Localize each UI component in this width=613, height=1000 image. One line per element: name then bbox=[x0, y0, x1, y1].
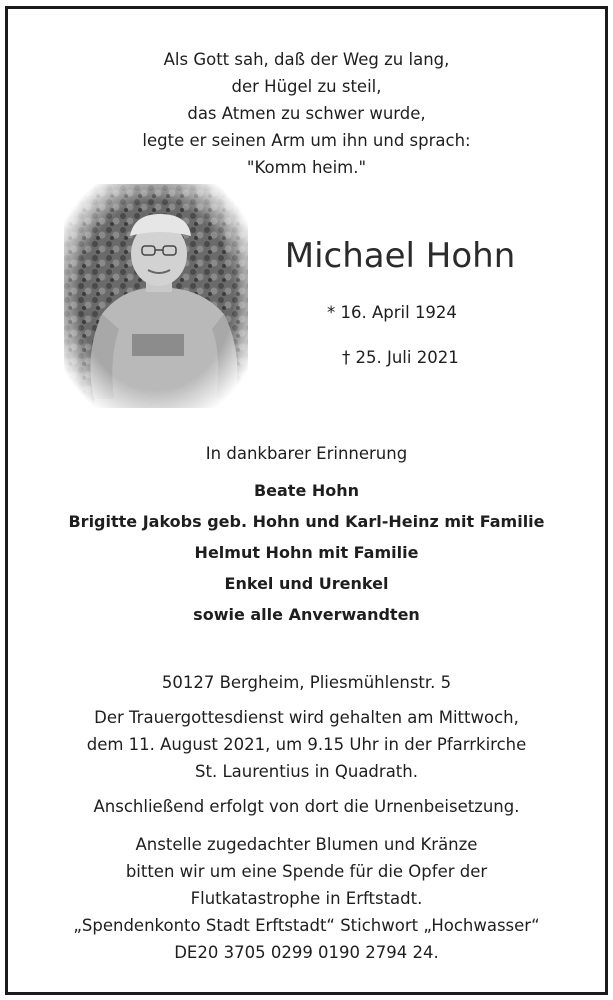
mourner-line: sowie alle Anverwandten bbox=[193, 605, 420, 624]
mourners-list bbox=[0, 475, 613, 630]
poem-line: "Komm heim." bbox=[246, 158, 367, 177]
mourner-line: Enkel und Urenkel bbox=[224, 574, 389, 593]
donation-line: Flutkatastrophe in Erftstadt. bbox=[190, 889, 423, 908]
birth-date: * 16. April 1924 bbox=[327, 303, 457, 322]
donation-line: Anstelle zugedachter Blumen und Kränze bbox=[135, 835, 478, 854]
death-date: † 25. Juli 2021 bbox=[342, 348, 459, 367]
poem bbox=[0, 46, 613, 181]
donation-line: „Spendenkonto Stadt Erftstadt“ Stichwort „Hochwasser“ bbox=[73, 916, 540, 935]
poem-line: Als Gott sah, daß der Weg zu lang, bbox=[163, 50, 450, 69]
poem-line: der Hügel zu steil, bbox=[231, 77, 382, 96]
poem-line: legte er seinen Arm um ihn und sprach: bbox=[142, 131, 471, 150]
mourner-line: Helmut Hohn mit Familie bbox=[194, 543, 419, 562]
service-line: dem 11. August 2021, um 9.15 Uhr in der Pfarrkirche bbox=[86, 735, 527, 754]
memorial-intro: In dankbarer Erinnerung bbox=[205, 444, 408, 463]
burial-info: Anschließend erfolgt von dort die Urnenbeisetzung. bbox=[93, 797, 520, 816]
service-line: Der Trauergottesdienst wird gehalten am Mittwoch, bbox=[94, 708, 519, 727]
mourner-line: Brigitte Jakobs geb. Hohn und Karl-Heinz mit Familie bbox=[68, 512, 545, 531]
donation-line: bitten wir um eine Spende für die Opfer der bbox=[125, 862, 488, 881]
donation-info bbox=[0, 831, 613, 966]
donation-line: DE20 3705 0299 0190 2794 24. bbox=[174, 943, 439, 962]
deceased-name: Michael Hohn bbox=[284, 236, 516, 276]
address: 50127 Bergheim, Pliesmühlenstr. 5 bbox=[161, 673, 452, 692]
service-line: St. Laurentius in Quadrath. bbox=[195, 762, 418, 781]
mourner-line: Beate Hohn bbox=[253, 481, 360, 500]
portrait-photo bbox=[64, 184, 248, 408]
poem-line: das Atmen zu schwer wurde, bbox=[187, 104, 426, 123]
service-info bbox=[0, 704, 613, 785]
